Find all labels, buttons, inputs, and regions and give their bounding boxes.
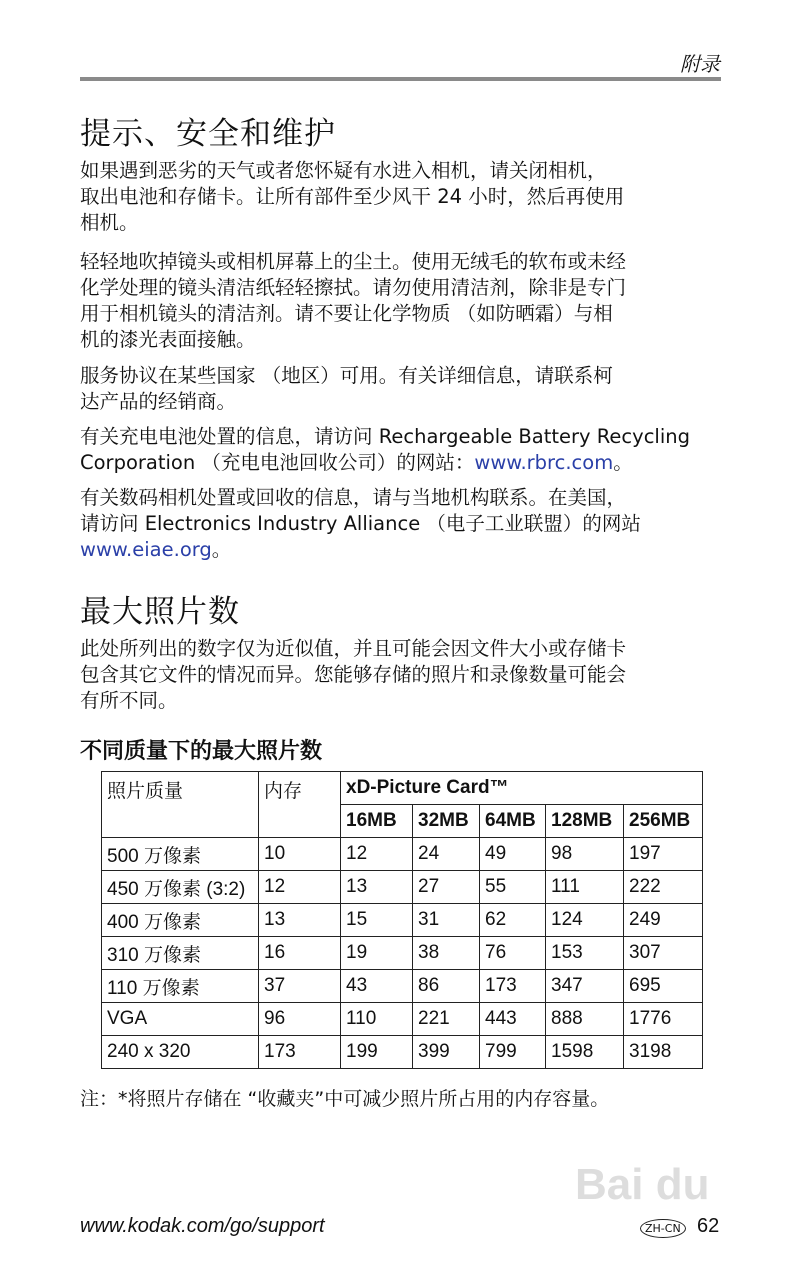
punctuation: 。	[613, 451, 633, 474]
paragraph-service	[80, 363, 730, 415]
table-cell: 1776	[624, 1003, 703, 1036]
punctuation: 。	[211, 538, 232, 561]
table-cell: 86	[413, 970, 480, 1003]
table-cell: 76	[480, 937, 546, 970]
photo-capacity-table	[101, 771, 703, 1069]
text-line: 达产品的经销商。	[80, 390, 237, 413]
table-cell: 38	[413, 937, 480, 970]
section-header: 附录	[680, 52, 720, 76]
table-cell: 199	[341, 1036, 413, 1069]
header-rule	[80, 77, 721, 81]
table-cell: 62	[480, 904, 546, 937]
text-line: Corporation （充电电池回收公司）的网站：	[80, 451, 475, 474]
rbrc-link[interactable]: www.rbrc.com	[474, 451, 614, 474]
text-line: 化学处理的镜头清洁纸轻轻擦拭。请勿使用清洁剂，除非是专门	[80, 276, 627, 299]
table-cell: 31	[413, 904, 480, 937]
table-row	[102, 1036, 703, 1069]
table-cell: 24	[413, 838, 480, 871]
watermark-logo: Bai du	[575, 1160, 710, 1209]
table-row	[102, 937, 703, 970]
table-cell: 98	[546, 838, 624, 871]
table-cell: 450 万像素 (3:2)	[102, 871, 259, 904]
table-cell: 1598	[546, 1036, 624, 1069]
text-line: 此处所列出的数字仅为近似值，并且可能会因文件大小或存储卡	[80, 637, 627, 660]
text-line: 请访问 Electronics Industry Alliance （电子工业联盟）的网站	[80, 512, 641, 535]
table-cell: VGA	[102, 1003, 259, 1036]
paragraph-weather	[80, 158, 730, 236]
table-cell: 37	[259, 970, 341, 1003]
table-cell: 399	[413, 1036, 480, 1069]
text-line: 有关充电电池处置的信息，请访问 Rechargeable Battery Recycling	[80, 425, 690, 448]
table-title: 不同质量下的最大照片数	[80, 739, 323, 764]
text-line: 用于相机镜头的清洁剂。请不要让化学物质 （如防晒霜）与相	[80, 302, 613, 325]
eiae-link[interactable]: www.eiae.org	[80, 538, 212, 561]
table-cell: 43	[341, 970, 413, 1003]
table-cell: 221	[413, 1003, 480, 1036]
header-size: 16MB	[341, 805, 413, 838]
table-cell: 111	[546, 871, 624, 904]
table-cell: 500 万像素	[102, 838, 259, 871]
text-line: 有所不同。	[80, 689, 178, 712]
table-cell: 49	[480, 838, 546, 871]
table-cell: 310 万像素	[102, 937, 259, 970]
table-cell: 55	[480, 871, 546, 904]
header-quality: 照片质量	[102, 772, 259, 838]
paragraph-approx	[80, 636, 730, 714]
table-cell: 173	[259, 1036, 341, 1069]
text-line: 取出电池和存储卡。让所有部件至少风干 24 小时，然后再使用	[80, 185, 625, 208]
page-number: 62	[697, 1215, 720, 1237]
table-cell: 249	[624, 904, 703, 937]
table-cell: 12	[259, 871, 341, 904]
table-row	[102, 904, 703, 937]
table-cell: 173	[480, 970, 546, 1003]
text-line: 相机。	[80, 211, 139, 234]
table-row	[102, 871, 703, 904]
table-cell: 12	[341, 838, 413, 871]
table-row	[102, 970, 703, 1003]
header-size: 64MB	[480, 805, 546, 838]
header-memory: 内存	[259, 772, 341, 838]
section-title-max-photos: 最大照片数	[80, 594, 240, 630]
table-cell: 124	[546, 904, 624, 937]
text-line: 如果遇到恶劣的天气或者您怀疑有水进入相机，请关闭相机，	[80, 159, 607, 182]
table-cell: 307	[624, 937, 703, 970]
table-cell: 19	[341, 937, 413, 970]
table-cell: 888	[546, 1003, 624, 1036]
table-cell: 222	[624, 871, 703, 904]
table-cell: 3198	[624, 1036, 703, 1069]
table-cell: 443	[480, 1003, 546, 1036]
table-cell: 13	[259, 904, 341, 937]
table-cell: 347	[546, 970, 624, 1003]
section-title-tips: 提示、安全和维护	[80, 116, 336, 152]
text-line: 服务协议在某些国家 （地区）可用。有关详细信息，请联系柯	[80, 364, 613, 387]
text-line: 包含其它文件的情况而异。您能够存储的照片和录像数量可能会	[80, 663, 627, 686]
table-cell: 240 x 320	[102, 1036, 259, 1069]
table-cell: 10	[259, 838, 341, 871]
table-cell: 13	[341, 871, 413, 904]
header-size: 256MB	[624, 805, 703, 838]
text-line: 有关数码相机处置或回收的信息，请与当地机构联系。在美国，	[80, 486, 627, 509]
table-cell: 27	[413, 871, 480, 904]
header-card: xD-Picture Card™	[341, 772, 703, 805]
table-cell: 197	[624, 838, 703, 871]
text-line: 轻轻地吹掉镜头或相机屏幕上的尘土。使用无绒毛的软布或未经	[80, 250, 627, 273]
text-line: 机的漆光表面接触。	[80, 328, 256, 351]
table-cell: 799	[480, 1036, 546, 1069]
table-cell: 695	[624, 970, 703, 1003]
language-badge: ZH-CN	[640, 1219, 686, 1238]
paragraph-cleaning	[80, 249, 730, 353]
table-cell: 110	[341, 1003, 413, 1036]
table-cell: 400 万像素	[102, 904, 259, 937]
table-cell: 96	[259, 1003, 341, 1036]
paragraph-battery	[80, 424, 730, 476]
table-cell: 16	[259, 937, 341, 970]
table-cell: 15	[341, 904, 413, 937]
table-cell: 153	[546, 937, 624, 970]
table-row	[102, 1003, 703, 1036]
table-row	[102, 838, 703, 871]
table-cell: 110 万像素	[102, 970, 259, 1003]
header-size: 128MB	[546, 805, 624, 838]
table-note: 注：*将照片存储在 “收藏夹”中可减少照片所占用的内存容量。	[80, 1088, 610, 1110]
header-size: 32MB	[413, 805, 480, 838]
support-url: www.kodak.com/go/support	[80, 1215, 325, 1237]
paragraph-disposal	[80, 485, 730, 563]
